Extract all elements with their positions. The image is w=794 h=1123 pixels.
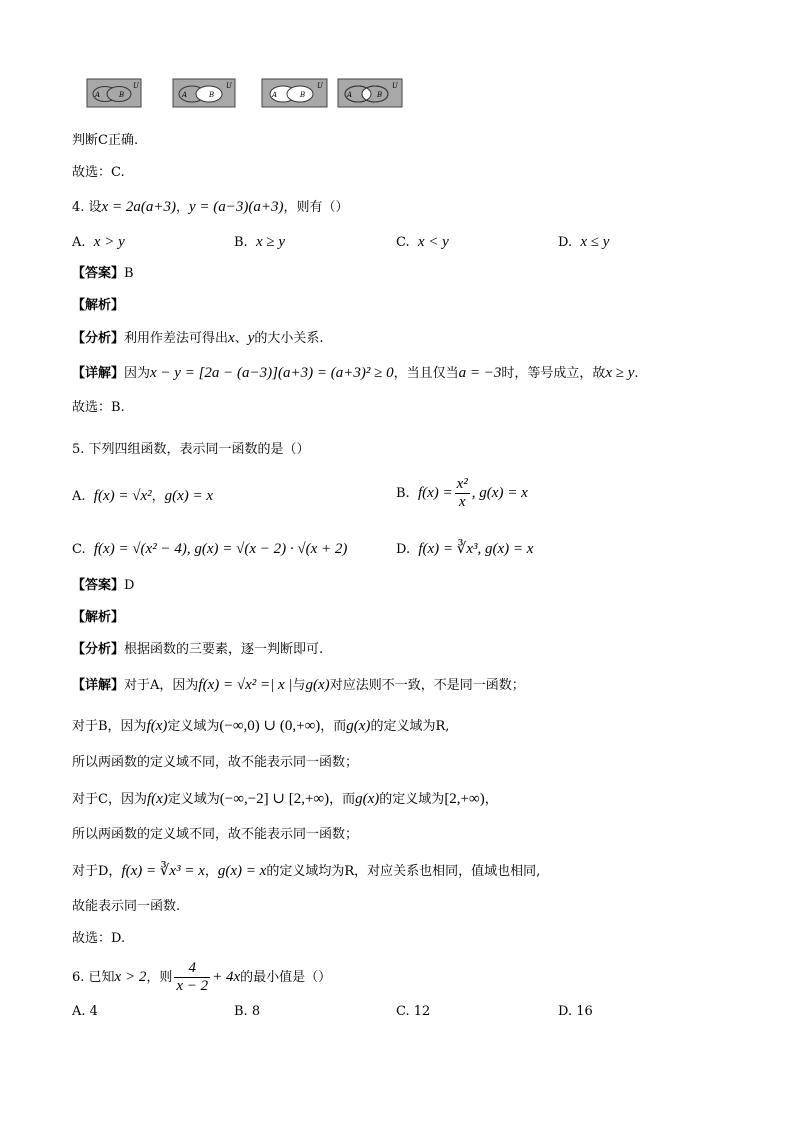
prev-select-text: 故选：C. — [72, 165, 125, 180]
q5-detail-c: 对于C，因为f(x)定义域为(−∞,−2] ∪ [2,+∞)，而g(x)的定义域为[2,+∞)， — [72, 791, 498, 807]
q5-detail-b: 对于B，因为f(x)定义域为(−∞,0) ∪ (0,+∞)，而g(x)的定义域为R, — [72, 718, 450, 734]
q6-option-a: A. 4 — [72, 1004, 98, 1019]
q6-fraction: $\frac{4}{x - 2}$ — [176, 960, 209, 994]
q4-stem: 4. 设x = 2a(a+3)，y = (a−3)(a+3)，则有（） — [72, 199, 349, 215]
q6-option-b: B. 8 — [234, 1004, 261, 1019]
venn-diagram-2 — [172, 78, 236, 108]
svg-text:A: A — [347, 91, 353, 99]
q5-detail-d-concl: 故能表示同一函数. — [72, 899, 181, 914]
svg-text:A: A — [95, 91, 101, 99]
q5-select: 故选：D. — [72, 931, 126, 946]
q4-fenxi: 【分析】利用作差法可得出x、y的大小关系. — [72, 330, 324, 346]
venn-diagram-1 — [86, 78, 142, 108]
venn-diagram-3 — [261, 78, 328, 108]
q5-option-d: D. f(x) = ∛x³, g(x) = x — [396, 541, 534, 557]
q5-detail-d: 对于D，f(x) = ∛x³ = x，g(x) = x的定义域均为R，对应关系也相同，值域也相同, — [72, 863, 541, 879]
q5-detail-c-concl: 所以两函数的定义域不同，故不能表示同一函数； — [72, 827, 359, 842]
q4-option-c: C. x < y — [396, 234, 449, 250]
q4-detail: 【详解】因为x − y = [2a − (a−3)](a+3) = (a+3)² ≥ 0，当且仅当a = −3时，等号成立，故x ≥ y. — [72, 365, 639, 381]
svg-text:U: U — [317, 82, 323, 90]
q5-option-a: A. f(x) = √x²，g(x) = x — [72, 488, 214, 504]
svg-text:B: B — [119, 91, 125, 99]
svg-text:B: B — [377, 91, 383, 99]
q4-option-d: D. x ≤ y — [558, 234, 610, 250]
svg-text:B: B — [300, 91, 306, 99]
prev-judge-text: 判断C正确. — [72, 133, 139, 148]
q5-detail-b-concl: 所以两函数的定义域不同，故不能表示同一函数； — [72, 755, 359, 770]
q4-option-a: A. x > y — [72, 234, 125, 250]
q5-detail-a: 【详解】对于A，因为f(x) = √x² =| x |与g(x)对应法则不一致，不是同一函数； — [72, 677, 525, 693]
svg-text:U: U — [133, 82, 139, 90]
q6-option-c: C. 12 — [396, 1004, 431, 1019]
q4-analysis-tag: 【解析】 — [72, 298, 125, 313]
svg-text:U: U — [392, 82, 398, 90]
svg-text:B: B — [209, 91, 215, 99]
svg-text:U: U — [226, 82, 232, 90]
svg-text:A: A — [272, 91, 278, 99]
venn-diagram-4 — [337, 78, 403, 108]
q6-option-d: D. 16 — [558, 1004, 593, 1019]
q5-stem: 5. 下列四组函数，表示同一函数的是（） — [72, 442, 310, 457]
q4-select: 故选：B. — [72, 400, 125, 415]
svg-text:A: A — [182, 91, 188, 99]
q5-fenxi: 【分析】根据函数的三要素，逐一判断即可. — [72, 642, 324, 657]
q5-option-c: C. f(x) = √(x² − 4), g(x) = √(x − 2) · √(x + 2) — [72, 541, 348, 557]
q4-answer: 【答案】B — [72, 266, 134, 281]
q5-option-b: B. f(x) = $\frac{\text{x²}}{x}$ , g(x) = x — [396, 476, 528, 510]
q5-analysis-tag: 【解析】 — [72, 610, 125, 625]
q5-b-fraction: $\frac{\text{x²}}{x}$ — [456, 476, 468, 510]
q5-answer: 【答案】D — [72, 578, 135, 593]
q6-stem: 6. 已知x > 2，则 $\frac{4}{x - 2}$ + 4x的最小值是（） — [72, 960, 332, 994]
q4-option-b: B. x ≥ y — [234, 234, 286, 250]
